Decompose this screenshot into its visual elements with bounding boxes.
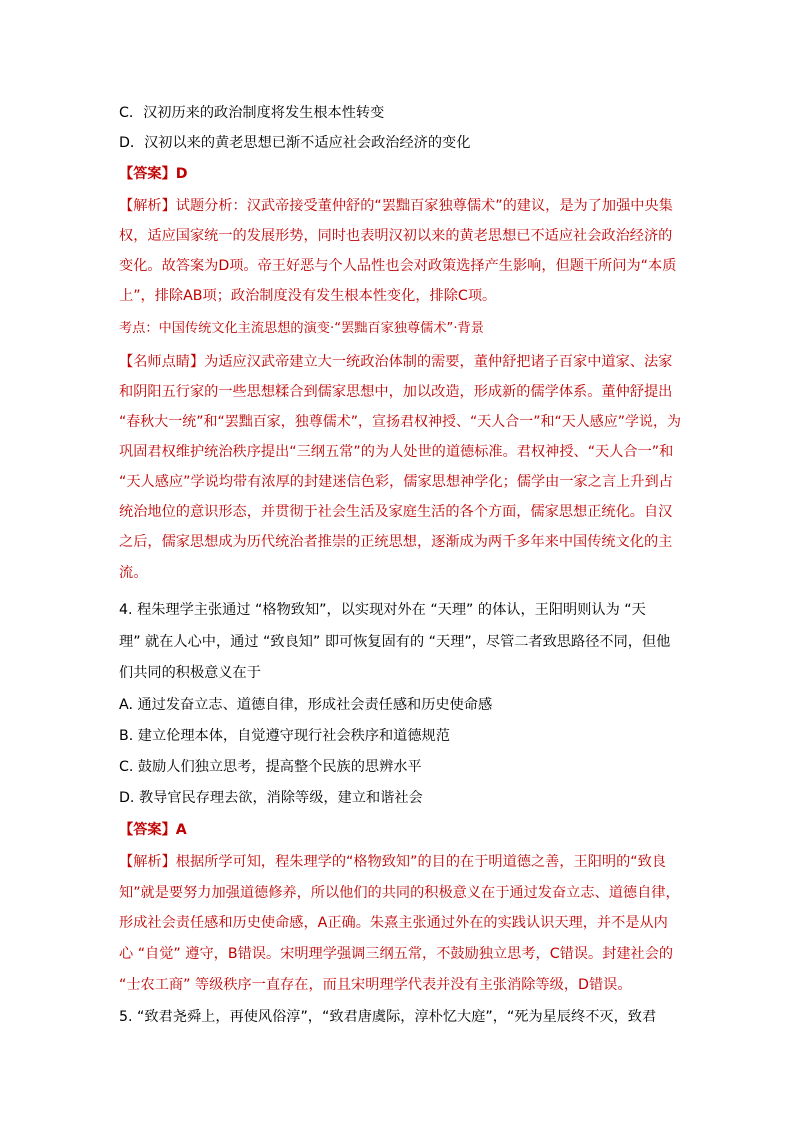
q3-mingshi-line: 流。 xyxy=(119,565,148,581)
q3-analysis-line: 权，适应国家统一的发展形势，同时也表明汉初以来的黄老思想已不适应社会政治经济的 xyxy=(119,228,673,244)
q4-analysis-line: 形成社会责任感和历史使命感，A正确。朱熹主张通过外在的实践认识天理，并不是从内 xyxy=(119,915,668,931)
q4-option-b: B. 建立伦理本体，自觉遵守现行社会秩序和道德规范 xyxy=(119,728,450,744)
q4-analysis-line: 知”就是要努力加强道德修养，所以他们的共同的积极意义在于通过发奋立志、道德自律， xyxy=(119,885,680,901)
q4-option-a: A. 通过发奋立志、道德自律，形成社会责任感和历史使命感 xyxy=(119,697,493,713)
q3-mingshi-line: 巩固君权维护统治秩序提出“三纲五常”的为人处世的道德标准。君权神授、“天人合一”和 xyxy=(119,444,674,460)
q4-stem-line: 4. 程朱理学主张通过 “格物致知”，以实现对外在 “天理” 的体认，王阳明则认为 “天 xyxy=(119,602,646,618)
q4-option-d: D. 教导官民存理去欲，消除等级，建立和谐社会 xyxy=(119,790,423,806)
q3-answer: 【答案】D xyxy=(119,166,188,182)
q3-mingshi-line: 统治地位的意识形态，并贯彻于社会生活及家庭生活的各个方面，儒家思想正统化。自汉 xyxy=(119,504,673,520)
q4-stem-line: 理” 就在人心中，通过 “致良知” 即可恢复固有的 “天理”，尽管二者致思路径不同，但他 xyxy=(119,634,671,650)
q3-option-d: D．汉初以来的黄老思想已渐不适应社会政治经济的变化 xyxy=(119,135,471,151)
q4-option-c: C. 鼓励人们独立思考，提高整个民族的思辨水平 xyxy=(119,759,422,775)
q3-mingshi-line: “春秋大一统”和“罢黜百家，独尊儒术”，宣扬君权神授、“天人合一”和“天人感应”学说，为 xyxy=(119,414,682,430)
q3-mingshi-line: 之后，儒家思想成为历代统治者推崇的正统思想，逐渐成为两千多年来中国传统文化的主 xyxy=(119,534,673,550)
q4-answer: 【答案】A xyxy=(119,822,187,838)
q4-analysis-line: “士农工商” 等级秩序一直存在，而且宋明理学代表并没有主张消除等级，D错误。 xyxy=(119,977,632,993)
q3-mingshi-line: “天人感应”学说均带有浓厚的封建迷信色彩，儒家思想神学化；儒学由一家之言上升到占 xyxy=(119,474,673,490)
q3-analysis-line: 【解析】试题分析：汉武帝接受董仲舒的“罢黜百家独尊儒术”的建议，是为了加强中央集 xyxy=(119,198,673,214)
q3-analysis-line: 上”，排除AB项；政治制度没有发生根本性变化，排除C项。 xyxy=(119,288,497,304)
q3-analysis-line: 变化。故答案为D项。帝王好恶与个人品性也会对政策选择产生影响，但题干所问为“本质 xyxy=(119,258,677,274)
q3-option-c: C．汉初历来的政治制度将发生根本性转变 xyxy=(119,105,385,121)
q4-stem-line: 们共同的积极意义在于 xyxy=(119,665,261,681)
q5-stem-line: 5. “致君尧舜上，再使风俗淳”，“致君唐虞际，淳朴忆大庭”，“死为星辰终不灭，致君 xyxy=(119,1009,657,1025)
q3-mingshi-line: 和阴阳五行家的一些思想糅合到儒家思想中，加以改造，形成新的儒学体系。董仲舒提出 xyxy=(119,384,673,400)
q3-kaodian: 考点：中国传统文化主流思想的演变·“罢黜百家独尊儒术”·背景 xyxy=(119,321,484,336)
q3-mingshi-line: 【名师点睛】为适应汉武帝建立大一统政治体制的需要，董仲舒把诸子百家中道家、法家 xyxy=(119,354,673,370)
q4-analysis-line: 心 “自觉” 遵守，B错误。宋明理学强调三纲五常，不鼓励独立思考，C错误。封建社会的 xyxy=(119,946,674,962)
q4-analysis-line: 【解析】根据所学可知，程朱理学的“格物致知”的目的在于明道德之善，王阳明的“致良 xyxy=(119,854,666,870)
